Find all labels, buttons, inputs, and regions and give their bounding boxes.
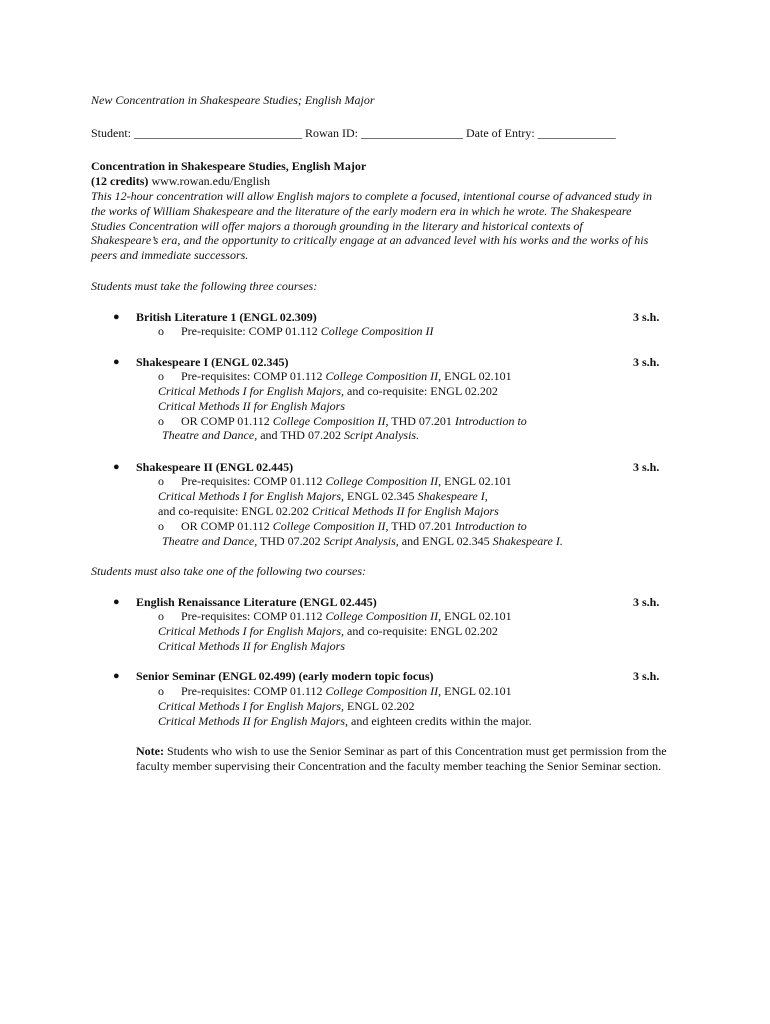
description-line: Studies Concentration will offer majors a thorough grounding in the literary and historical contexts of: [91, 219, 583, 233]
course-prereq: Critical Methods II for English Majors, and eighteen credits within the major.: [158, 714, 532, 728]
sub-bullet-icon: o: [158, 609, 164, 623]
course-title: English Renaissance Literature (ENGL 02.445): [136, 595, 377, 609]
student-label: Student:: [91, 126, 132, 140]
course-prereq: Critical Methods I for English Majors, and co-requisite: ENGL 02.202: [158, 624, 498, 638]
course-credits: 3 s.h.: [633, 460, 660, 474]
sub-bullet-icon: o: [158, 519, 164, 533]
credits-total: (12 credits): [91, 174, 149, 188]
bullet-icon: ●: [113, 596, 120, 608]
course-title: British Literature 1 (ENGL 02.309): [136, 310, 317, 324]
course-prereq: Critical Methods II for English Majors: [158, 639, 345, 653]
bullet-icon: ●: [113, 356, 120, 368]
note-label: Note:: [136, 744, 164, 758]
course-prereq: OR COMP 01.112 College Composition II, THD 07.201 Introduction to: [181, 414, 527, 428]
course-prereq: Theatre and Dance, and THD 07.202 Script Analysis.: [162, 428, 420, 442]
course-title: Senior Seminar (ENGL 02.499) (early modern topic focus): [136, 669, 434, 683]
bullet-icon: ●: [113, 461, 120, 473]
description-line: Shakespeare’s era, and the opportunity to critically engage at an advanced level with his works and the works of his: [91, 233, 649, 247]
course-prereq: Pre-requisites: COMP 01.112 College Composition II, ENGL 02.101: [181, 684, 512, 698]
course-prereq: Critical Methods I for English Majors, ENGL 02.202: [158, 699, 415, 713]
elective-courses-intro: Students must also take one of the following two courses:: [91, 564, 366, 578]
description-line: the works of William Shakespeare and the literature of the early modern era in which he wrote. The Shakespeare: [91, 204, 632, 218]
bullet-icon: ●: [113, 670, 120, 682]
course-prereq: Critical Methods I for English Majors, and co-requisite: ENGL 02.202: [158, 384, 498, 398]
course-title: Shakespeare I (ENGL 02.345): [136, 355, 289, 369]
course-prereq: Critical Methods II for English Majors: [158, 399, 345, 413]
note-paragraph: [136, 744, 681, 774]
course-credits: 3 s.h.: [633, 355, 660, 369]
course-prereq: Critical Methods I for English Majors, ENGL 02.345 Shakespeare I,: [158, 489, 488, 503]
course-prereq: Theatre and Dance, THD 07.202 Script Analysis, and ENGL 02.345 Shakespeare I.: [162, 534, 563, 548]
date-of-entry-label: Date of Entry:: [466, 126, 535, 140]
course-credits: 3 s.h.: [633, 310, 660, 324]
sub-bullet-icon: o: [158, 414, 164, 428]
course-prereq: OR COMP 01.112 College Composition II, THD 07.201 Introduction to: [181, 519, 527, 533]
credits-line: [91, 174, 270, 189]
note-text: Students who wish to use the Senior Seminar as part of this Concentration must get permission from the faculty member supervising their Concentration and the faculty member teaching the Senior Seminar section.: [136, 744, 667, 773]
course-credits: 3 s.h.: [633, 595, 660, 609]
course-prereq: Pre-requisites: COMP 01.112 College Composition II, ENGL 02.101: [181, 369, 512, 383]
concentration-heading: Concentration in Shakespeare Studies, English Major: [91, 159, 367, 173]
rowan-id-label: Rowan ID:: [305, 126, 359, 140]
student-field[interactable]: ____________________________: [134, 126, 303, 140]
rowan-id-field[interactable]: _________________: [361, 126, 464, 140]
sub-bullet-icon: o: [158, 369, 164, 383]
department-url[interactable]: www.rowan.edu/English: [151, 174, 270, 188]
document-title: New Concentration in Shakespeare Studies; English Major: [91, 93, 375, 107]
course-prereq: Pre-requisites: COMP 01.112 College Composition II, ENGL 02.101: [181, 609, 512, 623]
required-courses-intro: Students must take the following three courses:: [91, 279, 318, 293]
course-prereq: Pre-requisite: COMP 01.112 College Composition II: [181, 324, 434, 338]
description-line: peers and immediate successors.: [91, 248, 249, 262]
course-prereq: and co-requisite: ENGL 02.202 Critical Methods II for English Majors: [158, 504, 499, 518]
sub-bullet-icon: o: [158, 684, 164, 698]
course-title: Shakespeare II (ENGL 02.445): [136, 460, 294, 474]
description-line: This 12-hour concentration will allow English majors to complete a focused, intentional course of advanced study in: [91, 189, 652, 203]
sub-bullet-icon: o: [158, 324, 164, 338]
bullet-icon: ●: [113, 311, 120, 323]
course-credits: 3 s.h.: [633, 669, 660, 683]
form-line: [91, 126, 616, 141]
course-prereq: Pre-requisites: COMP 01.112 College Composition II, ENGL 02.101: [181, 474, 512, 488]
date-of-entry-field[interactable]: _____________: [537, 126, 616, 140]
sub-bullet-icon: o: [158, 474, 164, 488]
